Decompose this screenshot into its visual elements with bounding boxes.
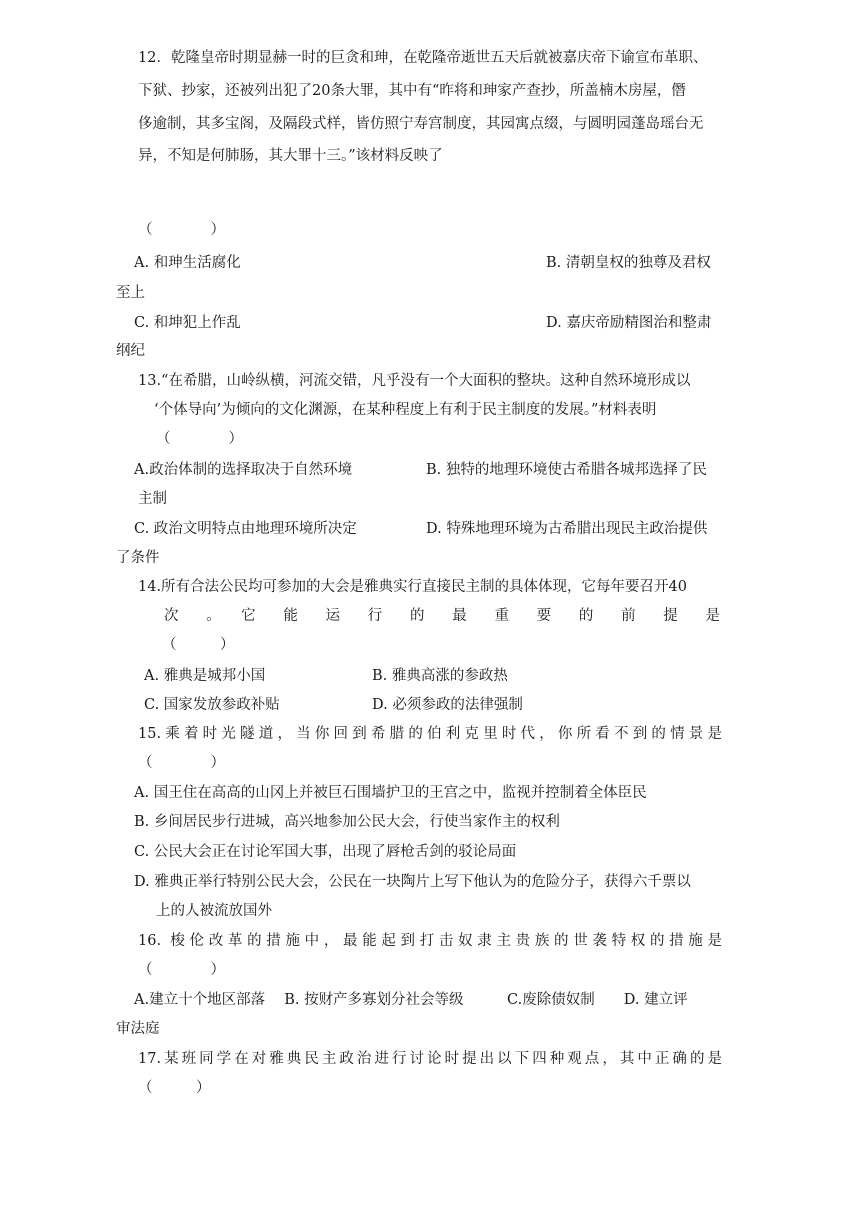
q13-line-1: 13.“在希腊，山岭纵横，河流交错，凡乎没有一个大面积的整块。这种自然环境形成以 [138,373,691,389]
q14-option-b: B. 雅典高涨的参政热 [372,668,508,684]
q12-line-1: 12．乾隆皇帝时期显赫一时的巨贪和珅，在乾隆帝逝世五天后就被嘉庆帝下谕宣布革职、 [138,50,708,66]
q12-option-a: A. 和珅生活腐化 [134,255,241,271]
q16-options: A.建立十个地区部落 B. 按财产多寡划分社会等级 C.废除债奴制 D. 建立评 [134,992,688,1008]
q12-option-d-wrap: 纲纪 [116,343,145,359]
q14-line-1: 14.所有合法公民均可参加的大会是雅典实行直接民主制的具体体现，它每年要召开40 [138,579,688,595]
q14-option-c: C. 国家发放参政补贴 [144,697,280,713]
q15-option-a: A. 国王住在高高的山冈上并被巨石围墙护卫的王宫之中，监视并控制着全体臣民 [134,785,647,801]
q16-options-wrap: 审法庭 [116,1021,160,1037]
q12-line-4: 异，不知是何肺肠，其大罪十三。”该材料反映了 [138,148,443,164]
q15-answer-paren: （ ） [138,755,225,771]
q12-answer-paren: （ ） [138,222,225,238]
q16-answer-paren: （ ） [138,962,225,978]
q14-answer-paren: （ ） [162,637,235,653]
q15-option-d-wrap: 上的人被流放国外 [156,903,272,919]
q14-line-2: 次 。 它 能 运 行 的 最 重 要 的 前 提 是 [164,608,720,624]
q13-option-a: A.政治体制的选择取决于自然环境 [134,462,353,478]
q12-option-d: D. 嘉庆帝励精图治和整肃 [546,315,712,331]
q13-option-b: B. 独特的地理环境使古希腊各城邦选择了民 [426,462,707,478]
q15-option-d: D. 雅典正举行特别公民大会，公民在一块陶片上写下他认为的危险分子，获得六千票以 [134,874,691,890]
q12-line-2: 下狱、抄家，还被列出犯了20条大罪，其中有“昨将和珅家产查抄，所盖楠木房屋，僭 [138,83,686,99]
q15-line-1: 15.乘着时光隧道，当你回到希腊的伯利克里时代，你所看不到的情景是 [138,726,722,742]
q15-option-c: C. 公民大会正在讨论军国大事，出现了唇枪舌剑的驳论局面 [134,844,517,860]
q12-line-3: 侈逾制，其多宝阁，及隔段式样，皆仿照宁寿宫制度，其园寓点缀，与圆明园蓬岛瑶台无 [138,116,704,132]
q14-option-d: D. 必须参政的法律强制 [372,697,523,713]
q16-line-1: 16. 梭伦改革的措施中，最能起到打击奴隶主贵族的世袭特权的措施是 [138,933,722,949]
q13-option-b-wrap: 主制 [138,491,167,507]
q17-answer-paren: （ ） [138,1080,211,1096]
q15-option-b: B. 乡间居民步行进城，高兴地参加公民大会，行使当家作主的权利 [134,814,560,830]
q17-line-1: 17.某班同学在对雅典民主政治进行讨论时提出以下四种观点，其中正确的是 [138,1051,722,1067]
q12-option-c: C. 和坤犯上作乱 [134,315,241,331]
q12-option-b-wrap: 至上 [116,285,145,301]
q13-option-d: D. 特殊地理环境为古希腊出现民主政治提供 [426,521,708,537]
q13-line-2: ‘个体导向’为倾向的文化渊源，在某种程度上有利于民主制度的发展。”材料表明 [154,402,657,418]
q13-option-d-wrap: 了条件 [116,550,160,566]
q14-option-a: A. 雅典是城邦小国 [144,668,266,684]
q13-answer-paren: （ ） [156,431,243,447]
q12-option-b: B. 清朝皇权的独尊及君权 [546,255,711,271]
q13-option-c: C. 政治文明特点由地理环境所决定 [134,521,357,537]
